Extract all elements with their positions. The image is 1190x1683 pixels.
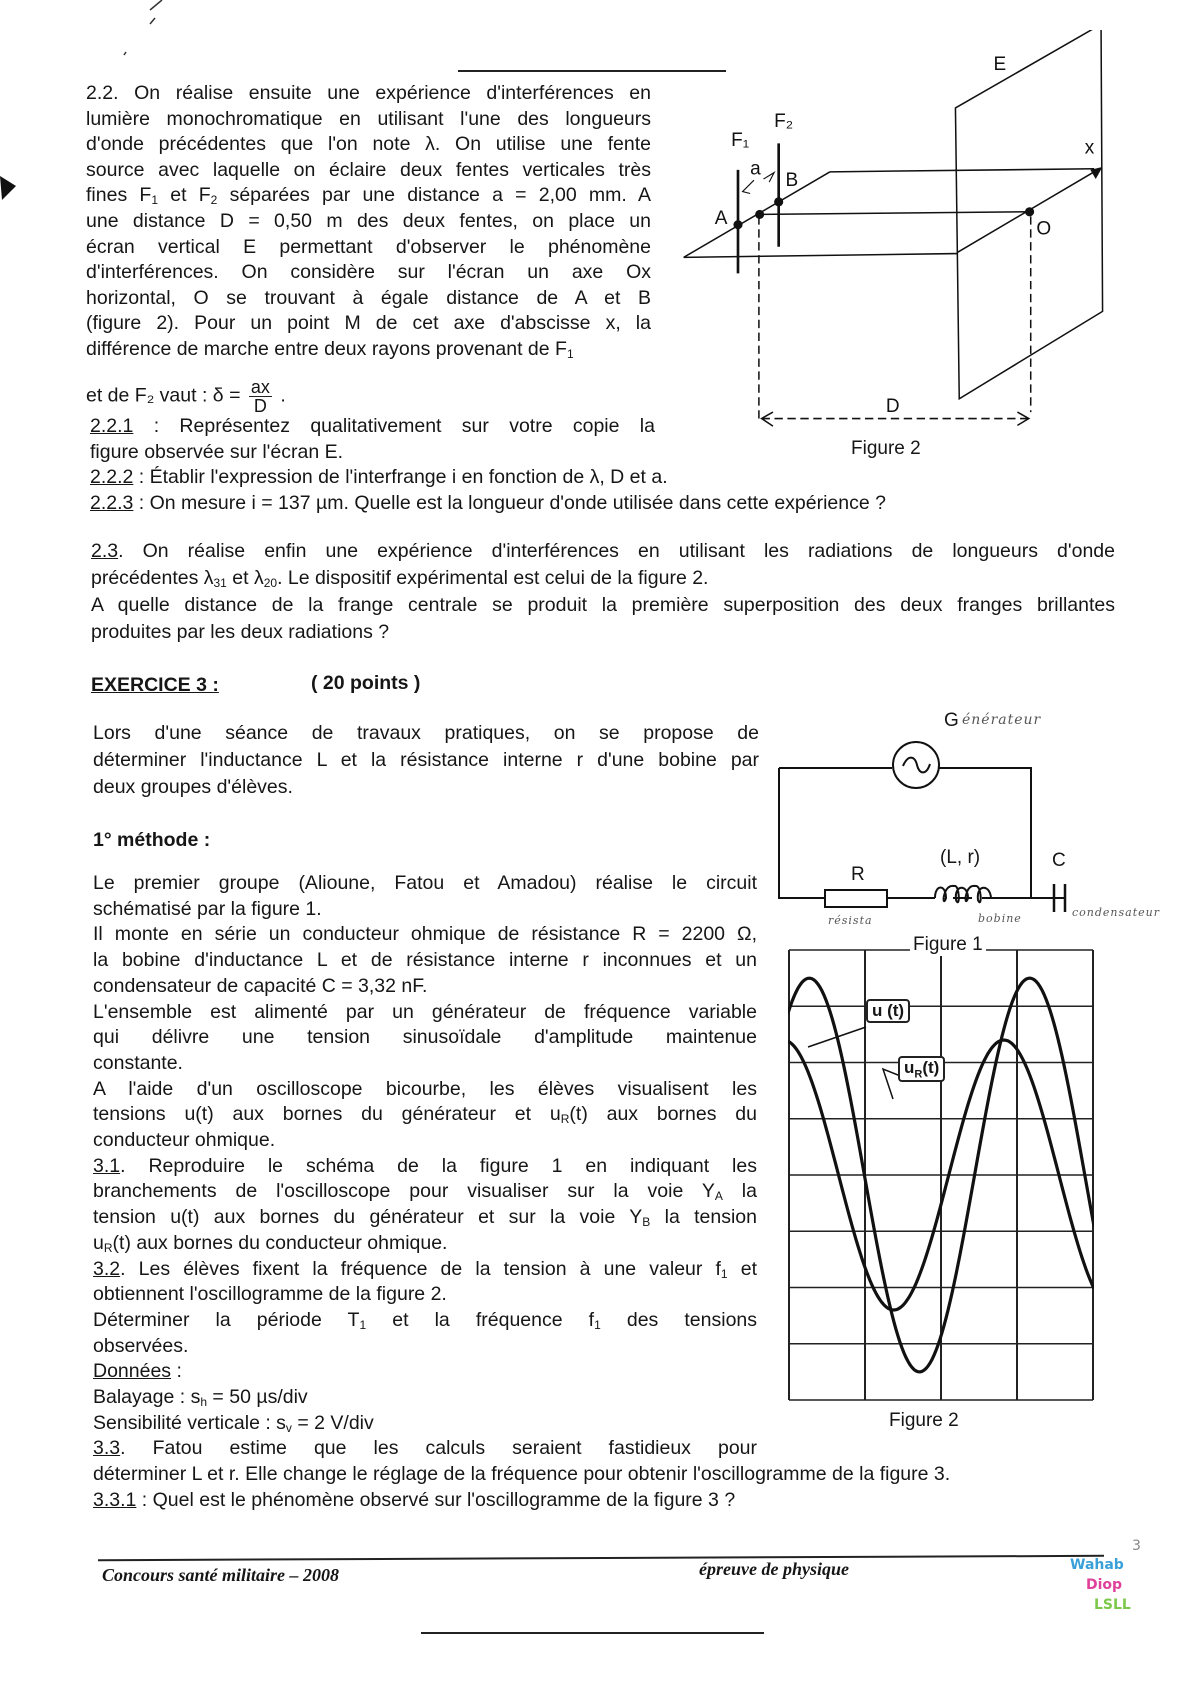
text-line: différence de marche entre deux rayons provenant de $F_1$ xyxy=(86,337,574,361)
text-line: d'onde précédentes que l'on note λ. On utilise une fente xyxy=(86,133,651,156)
label-b: B xyxy=(785,169,799,191)
text-line: d'interférences. On considère sur l'écran un axe Ox xyxy=(86,261,651,284)
capacitor-handwritten: condensateur xyxy=(1072,906,1160,919)
text-line: source avec laquelle on éclaire deux fentes verticales très xyxy=(86,158,651,181)
formula-suffix: . xyxy=(280,384,286,407)
text-line: précédentes $\lambda_{31}$ et $\lambda_{20}$. Le dispositif expérimental est celui de la figure 2. xyxy=(91,567,709,590)
figure-2-caption: Figure 2 xyxy=(851,438,921,459)
wire xyxy=(779,768,1031,898)
text-line: tension u(t) aux bornes du générateur et sur la voie $Y_B$ la tension xyxy=(93,1206,757,1230)
text-line: schématisé par la figure 1. xyxy=(93,897,322,920)
coil-icon xyxy=(935,886,991,902)
label-e: E xyxy=(993,53,1007,75)
page-number: 3 xyxy=(1132,1538,1141,1554)
exercise-3-body xyxy=(93,871,951,1514)
text-line: Balayage : $s_h = 50$ µs/div xyxy=(93,1386,308,1410)
text-line: L'ensemble est alimenté par un générateur de fréquence variable xyxy=(93,1000,757,1023)
bottom-rule xyxy=(421,1632,764,1634)
text-line: (figure 2). Pour un point M de cet axe d'abscisse x, la xyxy=(86,312,651,335)
label-a: a xyxy=(750,158,761,180)
text-line: une distance D = 0,50 m des deux fentes, on place un xyxy=(86,209,651,232)
formula-prefix: et de F₂ vaut : δ = xyxy=(86,384,241,407)
text-line: horizontal, O se trouvant à égale distance de A et B xyxy=(86,286,651,309)
text-line: déterminer L et r. Elle change le réglage de la fréquence pour obtenir l'oscillogramme de la figure 3. xyxy=(93,1463,951,1486)
label-f1: F₁ xyxy=(731,129,750,151)
generator-handwritten: énérateur xyxy=(962,712,1042,728)
section-2-3-text xyxy=(91,538,1115,646)
text-line: 3.1. Reproduire le schéma de la figure 1 en indiquant les xyxy=(93,1154,757,1177)
text-line: 2.3. On réalise enfin une expérience d'interférences en utilisant les radiations de longueurs d'onde xyxy=(91,540,1115,562)
ur-label-sub: R xyxy=(914,1068,923,1081)
footer-exam-name: Concours santé militaire – 2008 xyxy=(102,1565,340,1585)
exercise-3-points: ( 20 points ) xyxy=(311,672,421,694)
figure-2-oscillogram-caption: Figure 2 xyxy=(889,1410,959,1431)
text-line: figure observée sur l'écran E. xyxy=(90,440,344,463)
coil-label: (L, r) xyxy=(940,847,981,868)
generator-label: G xyxy=(944,710,959,731)
text-line: conducteur ohmique. xyxy=(93,1129,276,1152)
text-line: lumière monochromatique en utilisant l'une des longueurs xyxy=(86,107,651,130)
text-line: écran vertical E permettant d'observer le phénomène xyxy=(86,235,651,258)
exercise-3-title: EXERCICE 3 : xyxy=(91,674,219,696)
label-x: x xyxy=(1084,137,1095,159)
sine-symbol xyxy=(903,758,930,773)
coil-handwritten: bobine xyxy=(978,912,1022,925)
capacitor-label: C xyxy=(1052,850,1066,871)
logo-line-3: LSLL xyxy=(1094,1597,1131,1613)
text-line: 2.2.3 : On mesure i = 137 µm. Quelle est la longueur d'onde utilisée dans cette expérience ? xyxy=(90,492,886,515)
text-line: la bobine d'inductance L et de résistance interne r inconnues et un xyxy=(93,949,757,972)
text-line: produites par les deux radiations ? xyxy=(91,621,390,643)
plane-back-edge xyxy=(830,169,1094,172)
text-line: 2.2.1 : Représentez qualitativement sur votre copie la xyxy=(90,415,655,437)
text-line: 3.3.1 : Quel est le phénomène observé sur l'oscillogramme de la figure 3 ? xyxy=(93,1488,736,1511)
text-line: obtiennent l'oscillogramme de la figure 2. xyxy=(93,1283,447,1306)
text-line: Lors d'une séance de travaux pratiques, on se propose de xyxy=(93,722,759,744)
fraction-numerator: ax xyxy=(250,377,270,397)
label-a-point: A xyxy=(714,207,728,229)
label-o: O xyxy=(1036,218,1052,240)
text-line: 3.3. Fatou estime que les calculs seraient fastidieux pour xyxy=(93,1437,757,1460)
method-1-title: 1° méthode : xyxy=(93,829,211,851)
ur-t-label xyxy=(898,1056,945,1082)
text-line: Déterminer la période $T_1$ et la fréquence $f_1$ des tensions xyxy=(93,1308,758,1332)
text-line: condensateur de capacité C = 3,32 nF. xyxy=(93,974,428,997)
watermark-logo xyxy=(1070,1555,1130,1615)
text-line: fines $F_1$ et $F_2$ séparées par une distance a = 2,00 mm. A xyxy=(86,184,651,208)
label-d: D xyxy=(885,396,900,418)
resistor-label: R xyxy=(851,864,865,885)
logo-line-2: Diop xyxy=(1086,1577,1123,1593)
figure-1-caption: Figure 1 xyxy=(910,934,986,956)
formula-line xyxy=(86,378,651,415)
text-line: A quelle distance de la frange centrale se produit la première superposition des deux franges brillantes xyxy=(91,594,1115,616)
text-line: Sensibilité verticale : $s_v = 2$ V/div xyxy=(93,1411,374,1435)
ur-label-tail: (t) xyxy=(922,1058,940,1077)
exercise-3-intro xyxy=(93,720,759,801)
figure-2-young-slits-diagram xyxy=(600,30,1190,430)
logo-line-1: Wahab xyxy=(1070,1557,1124,1573)
text-line: Il monte en série un conducteur ohmique de résistance R = 2200 Ω, xyxy=(93,923,757,946)
text-line: qui délivre une tension sinusoïdale d'amplitude maintenue xyxy=(93,1026,757,1049)
text-line: 2.2.2 : Établir l'expression de l'interfrange i en fonction de λ, D et a. xyxy=(90,466,668,489)
resistor-handwritten: résista xyxy=(828,914,873,927)
text-line: branchements de l'oscilloscope pour visualiser sur la voie $Y_A$ la xyxy=(93,1180,757,1204)
ur-label-main: u xyxy=(904,1058,915,1077)
text-line: deux groupes d'élèves. xyxy=(93,776,293,798)
text-line: observées. xyxy=(93,1334,189,1357)
resistor-icon xyxy=(825,890,887,907)
text-line: Le premier groupe (Alioune, Fatou et Amadou) réalise le circuit xyxy=(93,872,757,894)
text-line: constante. xyxy=(93,1051,183,1074)
plane-front-edge xyxy=(684,254,958,258)
text-line: tensions u(t) aux bornes du générateur et $u_R(t)$ aux bornes du xyxy=(93,1103,757,1127)
fraction-denominator: D xyxy=(253,396,267,416)
footer-rule xyxy=(98,1555,1104,1561)
fraction-ax-over-d xyxy=(249,378,272,415)
text-line: $u_R(t)$ aux bornes du conducteur ohmique. xyxy=(93,1231,448,1255)
text-line: déterminer l'inductance L et la résistance interne r d'une bobine par xyxy=(93,749,759,771)
center-line xyxy=(760,212,1030,215)
text-line: 3.2. Les élèves fixent la fréquence de la tension à une valeur $f_1$ et xyxy=(93,1257,757,1281)
text-line: 2.2. On réalise ensuite une expérience d'interférences en xyxy=(86,82,651,104)
text-line: Données : xyxy=(93,1360,182,1383)
u-t-label: u (t) xyxy=(866,999,910,1023)
footer-subject: épreuve de physique xyxy=(699,1559,849,1579)
section-2-2-text xyxy=(86,81,651,363)
figure-2-oscillogram xyxy=(788,949,1094,1401)
text-line: A l'aide d'un oscilloscope bicourbe, les élèves visualisent les xyxy=(93,1077,757,1100)
label-f2: F₂ xyxy=(774,110,794,132)
